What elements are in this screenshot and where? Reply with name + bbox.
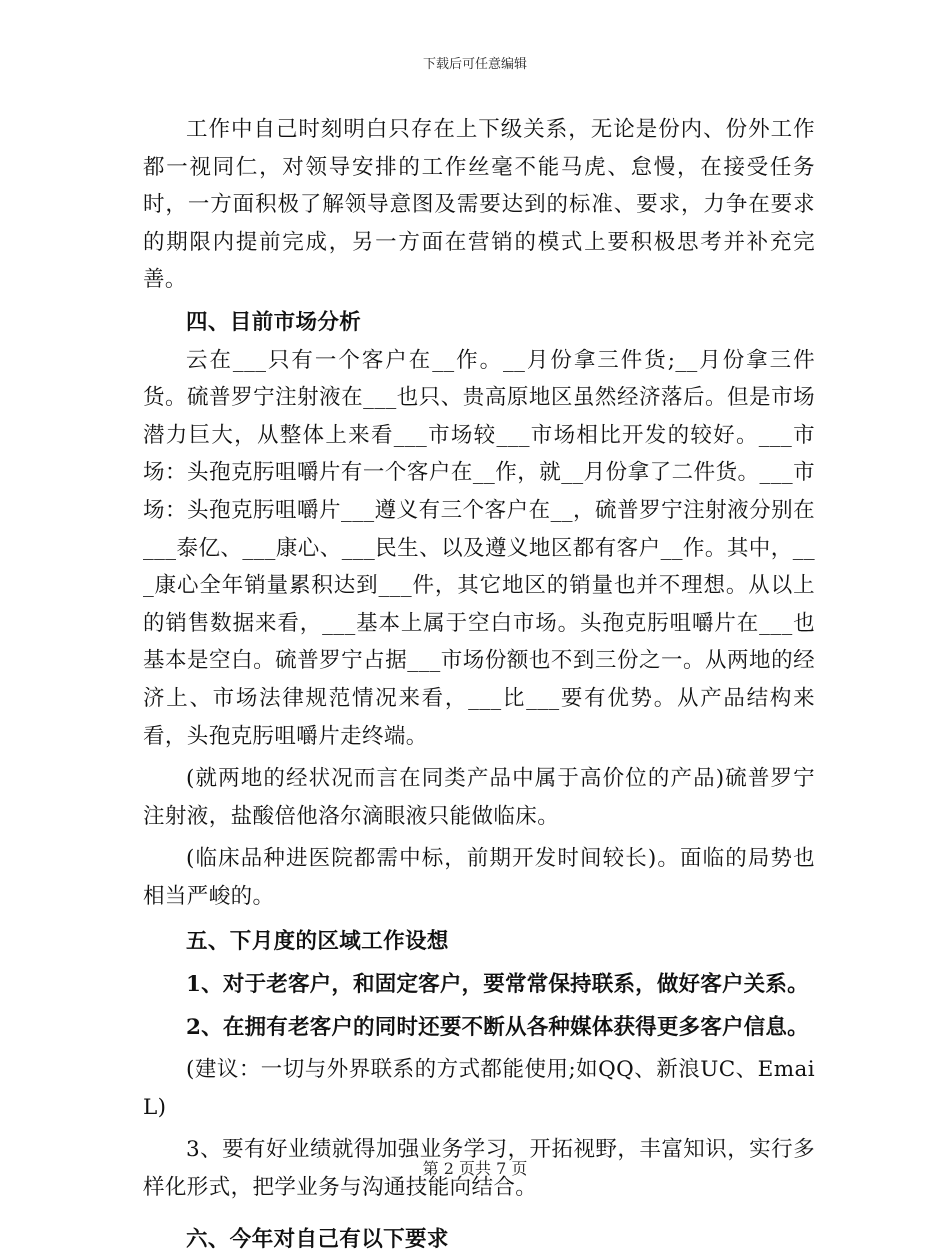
paragraph-work-attitude: 工作中自己时刻明白只存在上下级关系，无论是份内、份外工作都一视同仁，对领导安排的工作丝毫不能马虎、怠慢，在接受任务时，一方面积极了解领导意图及需要达到的标准、要求，力争在要求的期限内提前完成，另一方面在营销的模式上要积极思考并补充完善。 [143,117,815,293]
paragraph-market-analysis: 云在___只有一个客户在__作。__月份拿三件货;__月份拿三件货。硫普罗宁注射液在___也只、贵高原地区虽然经济落后。但是市场潜力巨大，从整体上来看___市场较___市场相比开发的较好。___市场：头孢克肟咀嚼片有一个客户在__作，就__月份拿了二件货。___市场：头孢克肟咀嚼片___遵义有三个客户在__，硫普罗宁注射液分别在___泰亿、___康心、___民生、以及遵义地区都有客户__作。其中，___康心全年销量累积达到___件，其它地区的销量也并不理想。从以上的销售数据来看，___基本上属于空白市场。头孢克肟咀嚼片在___也基本是空白。硫普罗宁占据___市场份额也不到三份之一。从两地的经济上、市场法律规范情况来看，___比___要有优势。从产品结构来看，头孢克肟咀嚼片走终端。 [143,347,815,749]
paragraph-suggestion: (建议：一切与外界联系的方式都能使用;如QQ、新浪UC、EmaiL) [143,1057,815,1120]
section-heading-market-analysis: 四、目前市场分析 [186,309,362,335]
page-header: 下载后可任意编辑 [422,57,527,72]
plan-item-1: 1、对于老客户，和固定客户，要常常保持联系，做好客户关系。 [186,972,809,998]
document-body [143,111,815,1258]
plan-item-2: 2、在拥有老客户的同时还要不断从各种媒体获得更多客户信息。 [186,1014,809,1040]
paragraph-price-note: (就两地的经状况而言在同类产品中属于高价位的产品)硫普罗宁注射液，盐酸倍他洛尔滴眼液只能做临床。 [143,766,815,829]
section-heading-self-requirements: 六、今年对自己有以下要求 [186,1226,449,1252]
page-footer: 第 2 页共 7 页 [422,1159,528,1178]
paragraph-clinical-note: (临床品种进医院都需中标，前期开发时间较长)。面临的局势也相当严峻的。 [143,846,815,909]
section-heading-next-month-plan: 五、下月度的区域工作设想 [186,929,449,955]
plan-item-3: 3、要有好业绩就得加强业务学习，开拓视野，丰富知识，实行多样化形式，把学业务与沟通技能向结合。 [143,1137,815,1201]
